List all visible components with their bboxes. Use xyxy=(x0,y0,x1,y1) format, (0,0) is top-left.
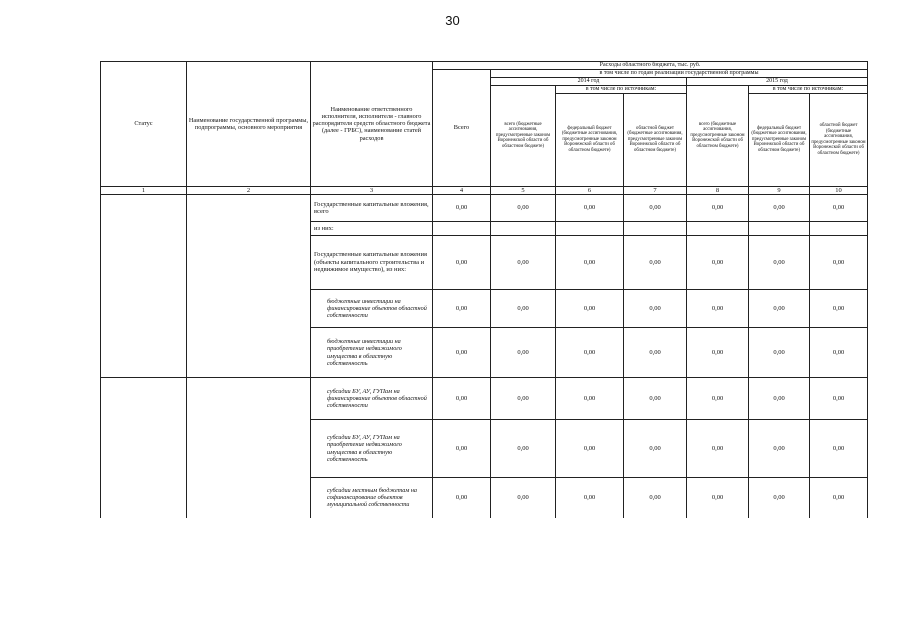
col-number: 7 xyxy=(624,186,687,194)
table-cell: 0,00 xyxy=(433,478,491,518)
table-cell: 0,00 xyxy=(687,195,749,222)
table-cell: 0,00 xyxy=(556,478,624,518)
table-cell: 0,00 xyxy=(556,420,624,478)
table-cell: 0,00 xyxy=(749,236,810,290)
table-cell: 0,00 xyxy=(624,378,687,420)
table-cell: 0,00 xyxy=(624,478,687,518)
table-cell: 0,00 xyxy=(433,236,491,290)
table-cell: 0,00 xyxy=(749,420,810,478)
table-cell: 0,00 xyxy=(810,478,868,518)
header-2014-all: всего (бюджетные ассигнования, предусмотренные законом Воронежской области об областном бюджете) xyxy=(491,85,556,186)
table-cell xyxy=(556,222,624,236)
header-year-2015: 2015 год xyxy=(687,77,868,85)
table-cell: 0,00 xyxy=(810,378,868,420)
table-cell: 0,00 xyxy=(687,290,749,328)
table-cell: 0,00 xyxy=(749,290,810,328)
table-cell: 0,00 xyxy=(810,420,868,478)
table-cell: 0,00 xyxy=(810,236,868,290)
header-expenses-title: Расходы областного бюджета, тыс. руб. xyxy=(433,62,868,70)
budget-table xyxy=(100,61,868,518)
table-cell: 0,00 xyxy=(624,236,687,290)
table-cell: 0,00 xyxy=(433,378,491,420)
table-cell: 0,00 xyxy=(556,378,624,420)
header-status: Статус xyxy=(101,62,187,187)
header-by-years: в том числе по годам реализации государственной программы xyxy=(491,69,868,77)
table-row-label: бюджетные инвестиции на приобретение недвижимого имущества в областную собственность xyxy=(311,328,433,378)
header-2014-federal: федеральный бюджет (бюджетные ассигнования, предусмотренные законом Воронежской области об областном бюджете) xyxy=(556,93,624,186)
header-2015-regional: областной бюджет (бюджетные ассигнования, предусмотренные законом Воронежской области об областном бюджете) xyxy=(810,93,868,186)
table-row-label: субсидии БУ, АУ, ГУПам на приобретение недвижимого имущества в областную собственность xyxy=(311,420,433,478)
table-row-label: субсидии местным бюджетам на софинансирование объектов муниципальной собственности xyxy=(311,478,433,518)
table-cell: 0,00 xyxy=(749,478,810,518)
table-cell: 0,00 xyxy=(810,328,868,378)
header-program-name: Наименование государственной программы, подпрограммы, основного мероприятия xyxy=(187,62,311,187)
table-cell: 0,00 xyxy=(687,328,749,378)
table-cell: 0,00 xyxy=(749,378,810,420)
table-cell: 0,00 xyxy=(491,420,556,478)
header-2014-regional: областной бюджет (бюджетные ассигнования, предусмотренные законом Воронежской области об областном бюджете) xyxy=(624,93,687,186)
table-cell: 0,00 xyxy=(624,328,687,378)
col-number: 5 xyxy=(491,186,556,194)
table-cell: 0,00 xyxy=(433,328,491,378)
table-cell: 0,00 xyxy=(491,290,556,328)
table-cell xyxy=(491,222,556,236)
table-row-label: Государственные капитальные вложения, всего xyxy=(311,195,433,222)
col-number: 9 xyxy=(749,186,810,194)
table-cell: 0,00 xyxy=(556,328,624,378)
program-cell xyxy=(187,378,311,518)
table-cell: 0,00 xyxy=(749,328,810,378)
table-cell: 0,00 xyxy=(687,478,749,518)
col-number: 2 xyxy=(187,186,311,194)
table-cell xyxy=(624,222,687,236)
table-cell: 0,00 xyxy=(687,236,749,290)
page-number: 30 xyxy=(445,13,460,28)
table-cell xyxy=(433,222,491,236)
table-cell: 0,00 xyxy=(687,378,749,420)
header-2014-by-sources: в том числе по источникам: xyxy=(556,85,687,93)
table-cell: 0,00 xyxy=(491,236,556,290)
col-number: 1 xyxy=(101,186,187,194)
col-number: 10 xyxy=(810,186,868,194)
col-number: 4 xyxy=(433,186,491,194)
col-number: 6 xyxy=(556,186,624,194)
table-row-label: из них: xyxy=(311,222,433,236)
table-cell: 0,00 xyxy=(556,290,624,328)
status-cell xyxy=(101,378,187,518)
table-cell: 0,00 xyxy=(810,195,868,222)
col-number: 8 xyxy=(687,186,749,194)
table-cell: 0,00 xyxy=(749,195,810,222)
header-2015-by-sources: в том числе по источникам: xyxy=(749,85,868,93)
table-cell: 0,00 xyxy=(556,195,624,222)
header-total: Всего xyxy=(433,69,491,186)
table-cell: 0,00 xyxy=(433,290,491,328)
col-number: 3 xyxy=(311,186,433,194)
table-cell: 0,00 xyxy=(624,195,687,222)
table-cell: 0,00 xyxy=(491,478,556,518)
table-cell: 0,00 xyxy=(624,290,687,328)
table-cell xyxy=(810,222,868,236)
table-cell xyxy=(687,222,749,236)
table-row-label: субсидии БУ, АУ, ГУПам на финансирование объектов областной собственности xyxy=(311,378,433,420)
status-cell xyxy=(101,195,187,378)
table-cell: 0,00 xyxy=(624,420,687,478)
table-cell: 0,00 xyxy=(687,420,749,478)
header-executor: Наименование ответственного исполнителя, исполнителя - главного распорядителя средств областного бюджета (далее - ГРБС), наименование статей расходов xyxy=(311,62,433,187)
table-cell: 0,00 xyxy=(433,195,491,222)
header-year-2014: 2014 год xyxy=(491,77,687,85)
table-cell: 0,00 xyxy=(491,378,556,420)
table-cell: 0,00 xyxy=(810,290,868,328)
table-cell xyxy=(749,222,810,236)
table-row-label: Государственные капитальные вложения (объекты капитального строительства и недвижимое имущество), из них: xyxy=(311,236,433,290)
table-row-label: бюджетные инвестиции на финансирование объектов областной собственности xyxy=(311,290,433,328)
header-2015-federal: федеральный бюджет (бюджетные ассигнования, предусмотренные законом Воронежской области об областном бюджете) xyxy=(749,93,810,186)
program-cell xyxy=(187,195,311,378)
table-cell: 0,00 xyxy=(433,420,491,478)
table-cell: 0,00 xyxy=(491,195,556,222)
table-cell: 0,00 xyxy=(491,328,556,378)
table-cell: 0,00 xyxy=(556,236,624,290)
header-2015-all: всего (бюджетные ассигнования, предусмотренные законом Воронежской области об областном бюджете) xyxy=(687,85,749,186)
